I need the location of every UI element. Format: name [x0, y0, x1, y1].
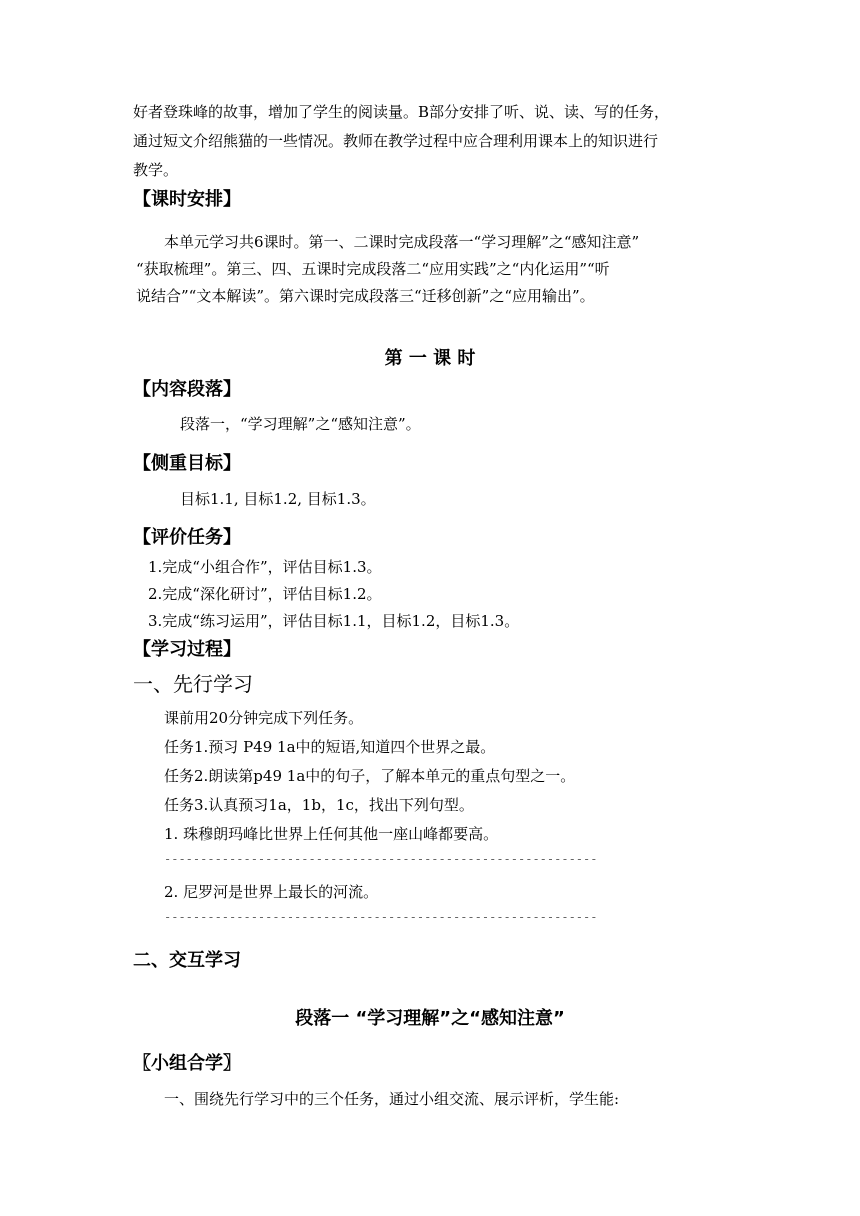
interactive-heading: 二、交互学习 [133, 950, 241, 971]
answer-blank-2[interactable]: ------------------------------------------------------------ [164, 910, 598, 924]
answer-blank-1[interactable]: ------------------------------------------------------------ [164, 852, 598, 866]
evaluation-item-3: 3.完成“练习运用”，评估目标1.1，目标1.2，目标1.3。 [148, 612, 520, 630]
evaluation-heading: 【评价任务】 [133, 527, 241, 548]
task-3: 任务3.认真预习1a，1b，1c，找出下列句型。 [164, 796, 474, 814]
process-heading: 【学习过程】 [133, 639, 241, 660]
goals-heading: 【侧重目标】 [133, 453, 241, 474]
evaluation-item-1: 1.完成“小组合作”，评估目标1.3。 [148, 558, 382, 576]
intro-line-2: 通过短文介绍熊猫的一些情况。教师在教学过程中应合理利用课本上的知识进行 [133, 132, 659, 150]
task-1: 任务1.预习 P49 1a中的短语,知道四个世界之最。 [164, 738, 496, 756]
lesson-title: 第 一 课 时 [384, 348, 476, 369]
sentence-2: 2. 尼罗河是世界上最长的河流。 [164, 883, 379, 901]
schedule-line-3: 说结合”“文本解读”。第六课时完成段落三“迁移创新”之“应用输出”。 [136, 287, 595, 305]
schedule-line-2: “获取梳理”。第三、四、五课时完成段落二“应用实践”之“内化运用”“听 [136, 260, 610, 278]
content-section-heading: 【内容段落】 [133, 379, 241, 400]
group-study-text: 一、围绕先行学习中的三个任务，通过小组交流、展示评析，学生能: [164, 1090, 620, 1108]
intro-line-1: 好者登珠峰的故事，增加了学生的阅读量。B部分安排了听、说、读、写的任务， [133, 103, 670, 121]
intro-line-3: 教学。 [133, 161, 179, 179]
task-2: 任务2.朗读第p49 1a中的句子，了解本单元的重点句型之一。 [164, 767, 576, 785]
paragraph-title: 段落一 “学习理解”之“感知注意” [295, 1008, 565, 1029]
goals-text: 目标1.1, 目标1.2, 目标1.3。 [180, 490, 376, 508]
content-section-text: 段落一，“学习理解”之“感知注意”。 [180, 415, 421, 433]
schedule-line-1: 本单元学习共6课时。第一、二课时完成段落一“学习理解”之“感知注意” [164, 233, 640, 251]
evaluation-item-2: 2.完成“深化研讨”，评估目标1.2。 [148, 585, 382, 603]
sentence-1: 1. 珠穆朗玛峰比世界上任何其他一座山峰都要高。 [164, 825, 499, 843]
pre-study-intro: 课前用20分钟完成下列任务。 [164, 709, 364, 727]
group-study-heading: 〖小组合学〗 [133, 1053, 241, 1074]
schedule-heading: 【课时安排】 [133, 189, 241, 210]
pre-study-heading: 一、先行学习 [133, 672, 253, 696]
